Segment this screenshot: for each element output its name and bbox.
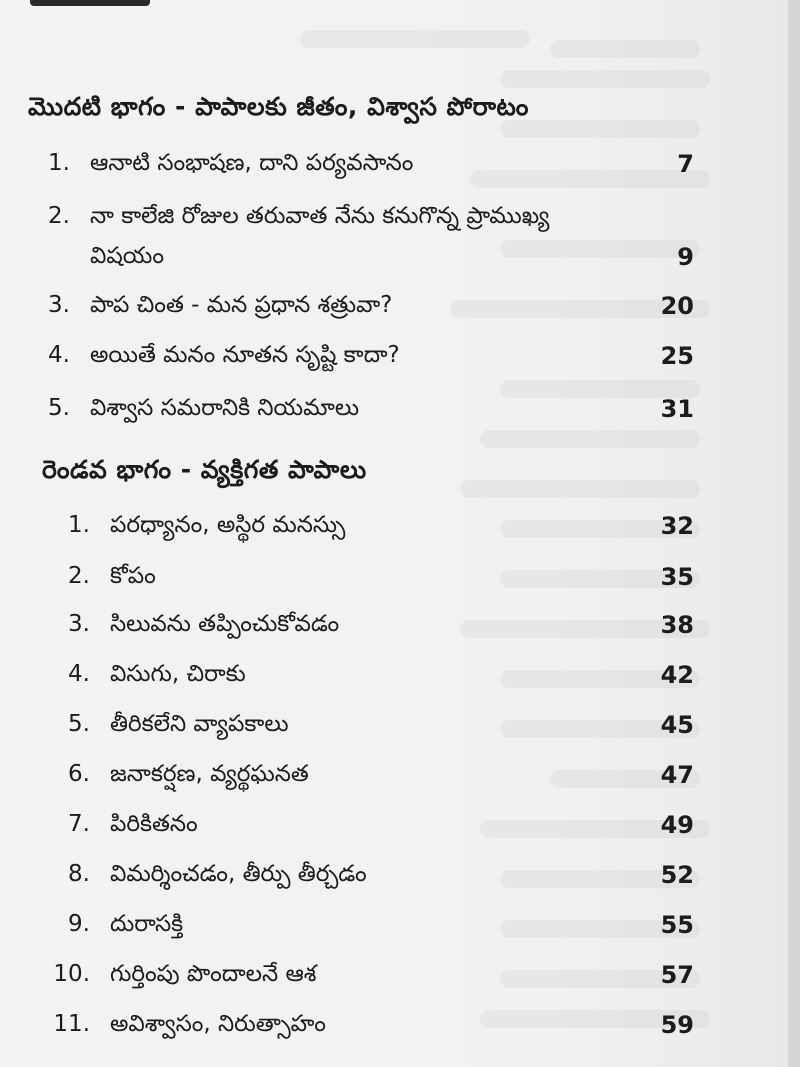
entry-title: గుర్తింపు పొందాలనే ఆశ <box>110 961 317 987</box>
entry-title: విశ్వాస సమరానికి నియమాలు <box>90 395 360 421</box>
entry-page-number: 32 <box>660 512 694 540</box>
entry-number: 2. <box>68 563 90 589</box>
toc-entry-part1-5 <box>0 395 788 429</box>
entry-title: జనాకర్షణ, వ్యర్థఘనత <box>110 761 309 787</box>
part2-heading: రెండవ భాగం - వ్యక్తిగత పాపాలు <box>42 455 367 484</box>
entry-page-number: 57 <box>660 961 694 989</box>
entry-page-number: 7 <box>677 150 694 178</box>
entry-title: దురాసక్తి <box>110 911 184 937</box>
toc-entry-part2-5 <box>0 711 788 745</box>
entry-page-number: 45 <box>660 711 694 739</box>
entry-number: 5. <box>68 711 90 737</box>
toc-entry-part2-10 <box>0 961 788 995</box>
entry-number: 3. <box>68 611 90 637</box>
entry-title: నా కాలేజి రోజుల తరువాత నేను కనుగొన్న ప్రాముఖ్య <box>90 203 550 229</box>
toc-entry-part1-1 <box>0 150 788 184</box>
entry-title: పాప చింత - మన ప్రధాన శత్రువా? <box>90 292 393 318</box>
page-edge <box>788 0 800 1067</box>
toc-entry-part1-4 <box>0 342 788 376</box>
entry-title: పరధ్యానం, అస్థిర మనస్సు <box>110 512 346 538</box>
toc-entry-part1-2 <box>0 203 788 273</box>
entry-number: 11. <box>53 1011 90 1037</box>
toc-entry-part2-9 <box>0 911 788 945</box>
entry-number: 9. <box>68 911 90 937</box>
entry-page-number: 31 <box>660 395 694 423</box>
entry-number: 2. <box>48 203 70 229</box>
toc-entry-part1-3 <box>0 292 788 326</box>
entry-number: 6. <box>68 761 90 787</box>
entry-page-number: 47 <box>660 761 694 789</box>
entry-title: ఆనాటి సంభాషణ, దాని పర్యవసానం <box>90 150 414 176</box>
entry-number: 5. <box>48 395 70 421</box>
toc-entry-part2-11 <box>0 1011 788 1045</box>
toc-entry-part2-4 <box>0 661 788 695</box>
entry-title: పిరికితనం <box>110 811 198 837</box>
entry-title: విసుగు, చిరాకు <box>110 661 246 687</box>
entry-title: అవిశ్వాసం, నిరుత్సాహం <box>110 1011 326 1037</box>
entry-title: సిలువను తప్పించుకోవడం <box>110 611 340 637</box>
entry-page-number: 59 <box>660 1011 694 1039</box>
toc-entry-part2-8 <box>0 861 788 895</box>
entry-number: 1. <box>68 512 90 538</box>
entry-number: 7. <box>68 811 90 837</box>
entry-title: తీరికలేని వ్యాపకాలు <box>110 711 289 737</box>
toc-entry-part2-7 <box>0 811 788 845</box>
entry-page-number: 49 <box>660 811 694 839</box>
toc-entry-part2-2 <box>0 563 788 597</box>
entry-title: విమర్శించడం, తీర్పు తీర్చడం <box>110 861 367 887</box>
entry-number: 8. <box>68 861 90 887</box>
entry-page-number: 35 <box>660 563 694 591</box>
entry-title-continued: విషయం <box>90 243 164 269</box>
entry-number: 4. <box>68 661 90 687</box>
entry-number: 3. <box>48 292 70 318</box>
entry-page-number: 52 <box>660 861 694 889</box>
part1-heading: మొదటి భాగం - పాపాలకు జీతం, విశ్వాస పోరాటం <box>28 92 529 121</box>
page-top-fragment <box>30 0 150 6</box>
entry-number: 1. <box>48 150 70 176</box>
entry-page-number: 25 <box>660 342 694 370</box>
entry-page-number: 42 <box>660 661 694 689</box>
entry-page-number: 9 <box>677 243 694 271</box>
entry-title: కోపం <box>110 563 156 589</box>
entry-number: 4. <box>48 342 70 368</box>
entry-page-number: 38 <box>660 611 694 639</box>
toc-entry-part2-1 <box>0 512 788 546</box>
entry-number: 10. <box>53 961 90 987</box>
entry-page-number: 20 <box>660 292 694 320</box>
toc-entry-part2-6 <box>0 761 788 795</box>
entry-page-number: 55 <box>660 911 694 939</box>
entry-title: అయితే మనం నూతన సృష్టి కాదా? <box>90 342 400 368</box>
toc-entry-part2-3 <box>0 611 788 645</box>
